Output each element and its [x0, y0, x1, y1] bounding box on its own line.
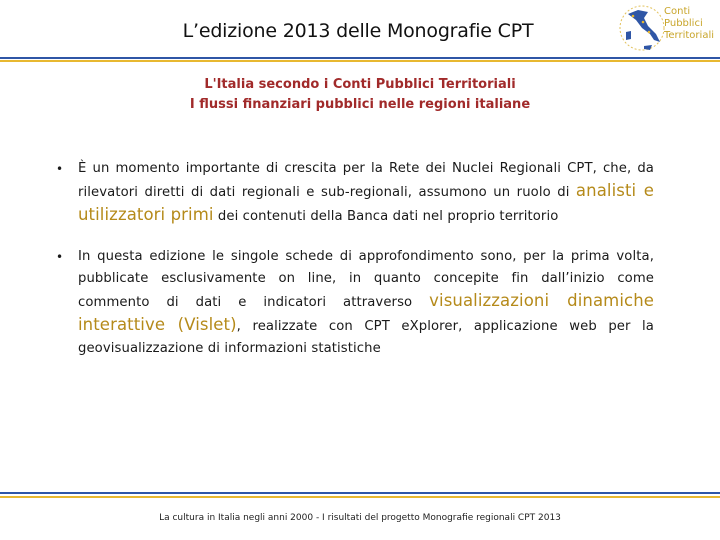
subtitle-line-2: I flussi finanziari pubblici nelle regioni italiane	[189, 97, 531, 112]
footer-rule-gold	[0, 496, 720, 498]
bullet-icon: •	[56, 250, 64, 264]
header-rule-blue	[0, 57, 720, 59]
logo-line-3: Territoriali	[664, 30, 714, 41]
bullet-item	[56, 158, 654, 228]
bullet-icon: •	[56, 162, 64, 176]
subtitle-line-1: L'Italia secondo i Conti Pubblici Territoriali	[204, 77, 516, 92]
bullet-item	[56, 246, 654, 360]
bullet-highlight: analisti e utilizzatori primi	[78, 181, 654, 224]
footer-text: La cultura in Italia negli anni 2000 - I risultati del progetto Monografie regionali CPT 2013	[159, 513, 561, 523]
bullet-highlight: visualizzazioni dinamiche interattive (Vislet)	[78, 291, 654, 334]
bullet-text: , realizzate con CPT eXplorer, applicazione web per la geovisualizzazione di informazioni statistiche	[78, 319, 654, 356]
header-rule-gold	[0, 60, 720, 62]
logo-line-1: Conti	[664, 6, 691, 17]
footer-rule-blue	[0, 492, 720, 494]
bullet-text: dei contenuti della Banca dati nel proprio territorio	[213, 209, 559, 224]
subtitle	[0, 75, 720, 115]
logo-line-2: Pubblici	[664, 18, 703, 29]
bullet-list	[56, 158, 654, 378]
page-title: L’edizione 2013 delle Monografie CPT	[182, 20, 534, 42]
bullet-text: È un momento importante di crescita per la Rete dei Nuclei Regionali CPT, che, da rilevatori diretti di dati regionali e sub-regionali, assumono un ruolo di	[78, 161, 654, 200]
bullet-text: In questa edizione le singole schede di approfondimento sono, per la prima volta, pubblicate esclusivamente on line, in quanto concepite fin dall’inizio come commento di dati e indicatori attraverso	[78, 249, 654, 310]
